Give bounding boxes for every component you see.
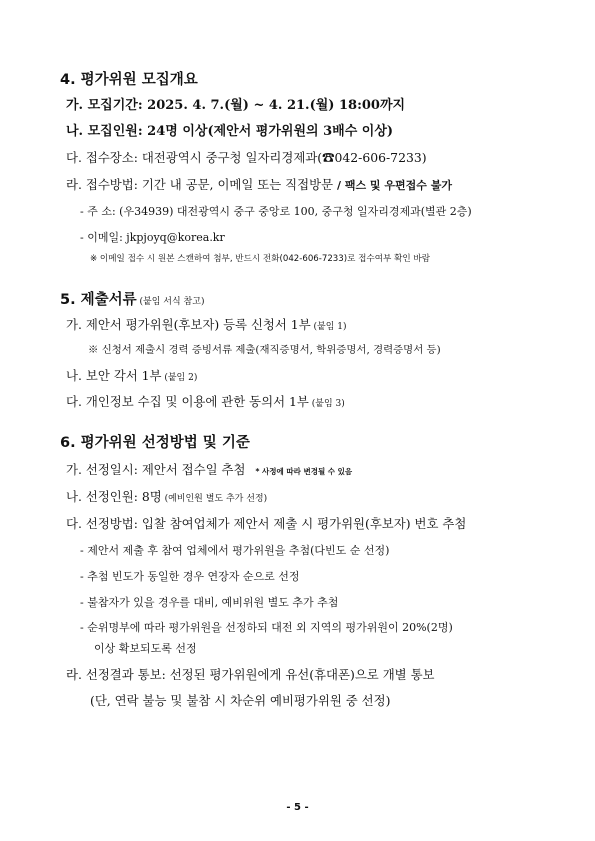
selection-date (66, 463, 352, 478)
selection-count (66, 490, 267, 505)
page-number: - 5 - (286, 802, 309, 813)
recruit-period: 가. 모집기간: 2025. 4. 7.(월) ~ 4. 21.(월) 18:00까지 (66, 98, 406, 113)
doc-security-pledge (66, 369, 197, 384)
result-notice: 라. 선정결과 통보: 선정된 평가위원에게 유선(휴대폰)으로 개별 통보 (66, 667, 435, 682)
reception-method (66, 178, 452, 193)
selection-rule-1: - 제안서 제출 후 참여 업체에서 평가위원을 추첨(다빈도 순 선정) (80, 544, 390, 557)
section-4-heading: 4. 평가위원 모집개요 (60, 72, 198, 88)
doc-career-proof-note: ※ 신청서 제출시 경력 증빙서류 제출(재직증명서, 학위증명서, 경력증명서 등) (88, 344, 441, 356)
section-5-heading (60, 289, 204, 309)
doc-application-form-note: (붙임 1) (310, 322, 347, 332)
doc-privacy-consent-text: 다. 개인정보 수집 및 이용에 관한 동의서 1부 (66, 394, 309, 409)
selection-date-note: * 사정에 따라 변경될 수 있음 (255, 467, 353, 476)
reception-place: 다. 접수장소: 대전광역시 중구청 일자리경제과(☎042-606-7233) (66, 150, 427, 165)
address-line: - 주 소: (우34939) 대전광역시 중구 중앙로 100, 중구청 일자리경제과(별관 2층) (80, 205, 472, 218)
selection-rule-4-cont: 이상 확보되도록 선정 (94, 642, 197, 655)
selection-count-text: 나. 선정인원: 8명 (66, 489, 162, 504)
email-note: ※ 이메일 접수 시 원본 스캔하여 첨부, 반드시 전화(042-606-7233)로 접수여부 확인 바람 (90, 254, 431, 264)
selection-rule-3: - 불참자가 있을 경우를 대비, 예비위원 별도 추가 추첨 (80, 596, 339, 609)
doc-security-pledge-text: 나. 보안 각서 1부 (66, 368, 162, 383)
selection-method: 다. 선정방법: 입찰 참여업체가 제안서 제출 시 평가위원(후보자) 번호 추첨 (66, 516, 467, 531)
reception-method-restriction: / 팩스 및 우편접수 불가 (336, 179, 452, 192)
result-notice-cont: (단, 연락 불능 및 불참 시 차순위 예비평가위원 중 선정) (90, 693, 391, 708)
reception-method-text: 라. 접수방법: 기간 내 공문, 이메일 또는 직접방문 (66, 177, 337, 192)
recruit-count: 나. 모집인원: 24명 이상(제안서 평가위원의 3배수 이상) (66, 124, 394, 139)
selection-date-text: 가. 선정일시: 제안서 접수일 추첨 (66, 462, 246, 477)
doc-application-form (66, 318, 347, 333)
doc-privacy-consent-note: (붙임 3) (308, 399, 345, 409)
section-6-heading: 6. 평가위원 선정방법 및 기준 (60, 435, 250, 451)
selection-rule-2: - 추첨 빈도가 동일한 경우 연장자 순으로 선정 (80, 570, 300, 583)
selection-count-note: (예비인원 별도 추가 선정) (161, 494, 268, 504)
doc-privacy-consent (66, 395, 345, 410)
doc-application-form-text: 가. 제안서 평가위원(후보자) 등록 신청서 1부 (66, 317, 311, 332)
email-line: - 이메일: jkpjoyq@korea.kr (80, 231, 225, 244)
section-5-title-note: (붙임 서식 참고) (136, 297, 205, 307)
section-5-title: 5. 제출서류 (60, 292, 137, 308)
doc-security-pledge-note: (붙임 2) (161, 373, 198, 383)
selection-rule-4: - 순위명부에 따라 평가위원을 선정하되 대전 외 지역의 평가위원이 20%(2명) (80, 621, 453, 634)
